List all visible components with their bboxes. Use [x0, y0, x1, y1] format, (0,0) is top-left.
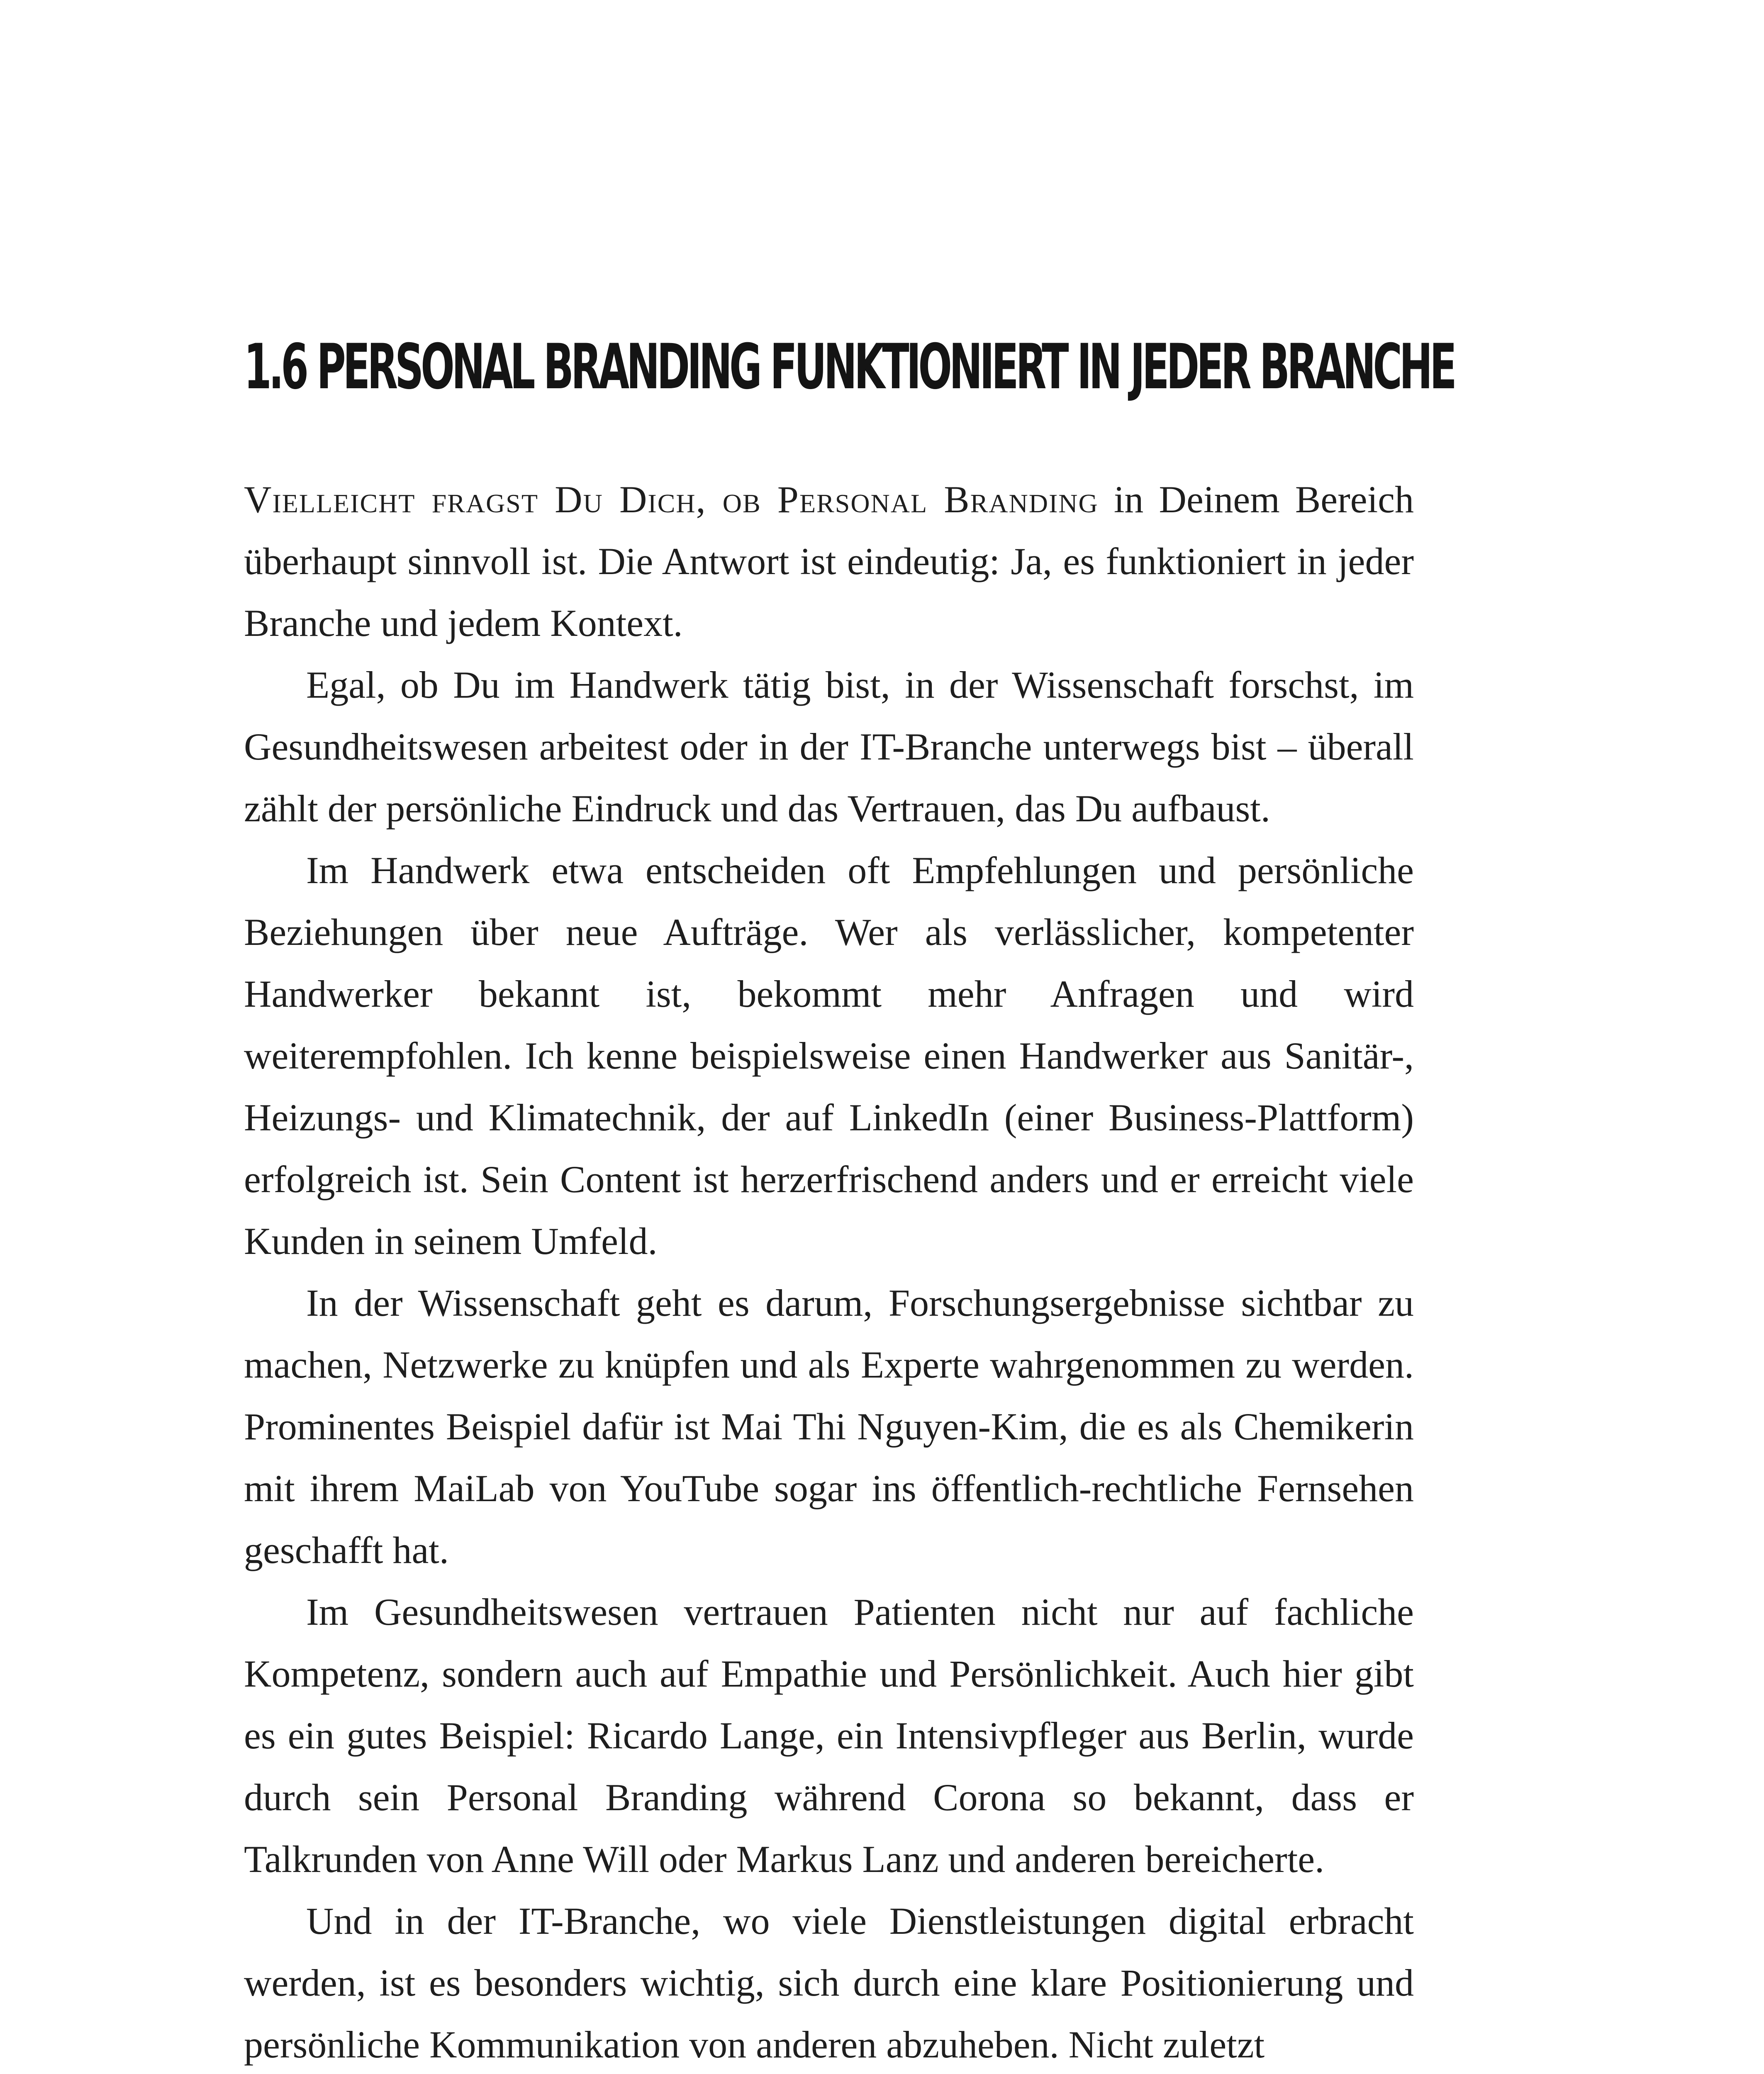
lead-in-small-caps: Vielleicht fragst Du Dich, ob Personal Branding	[244, 478, 1099, 521]
paragraph-handwerk: Im Handwerk etwa entscheiden oft Empfehlungen und persönliche Beziehungen über neue Aufträge. Wer als verlässlicher, kompetenter Handwerker bekannt ist, bekommt mehr Anfragen und wird weiterempfohlen. Ich kenne beispielsweise einen Handwerker aus Sanitär-, Heizungs- und Klimatechnik, der auf LinkedIn (einer Business-Plattform) erfolgreich ist. Sein Content ist herzerfrischend anders und er erreicht viele Kunden in seinem Umfeld.	[244, 849, 1414, 1262]
body-text	[244, 469, 1414, 2074]
paragraph-industries: Egal, ob Du im Handwerk tätig bist, in der Wissenschaft forschst, im Gesundheitswesen arbeitest oder in der IT-Branche unterwegs bist – überall zählt der persönliche Eindruck und das Vertrauen, das Du aufbaust.	[244, 664, 1414, 830]
paragraph-gesundheitswesen: Im Gesundheitswesen vertrauen Patienten nicht nur auf fachliche Kompetenz, sondern auch auf Empathie und Persönlichkeit. Auch hier gibt es ein gutes Beispiel: Ricardo Lange, ein Intensivpfleger aus Berlin, wurde durch sein Personal Branding während Corona so bekannt, dass er Talkrunden von Anne Will oder Markus Lanz und anderen bereicherte.	[244, 1591, 1414, 1880]
paragraph-it-branche: Und in der IT-Branche, wo viele Dienstleistungen digital erbracht werden, ist es besonders wichtig, sich durch eine klare Positionierung und persönliche Kommunikation von anderen abzuheben. Nicht zuletzt	[244, 1900, 1414, 2066]
section-heading: 1.6 PERSONAL BRANDING FUNKTIONIERT IN JEDER BRANCHE	[244, 331, 1454, 403]
paragraph-wissenschaft: In der Wissenschaft geht es darum, Forschungsergebnisse sichtbar zu machen, Netzwerke zu knüpfen und als Experte wahrgenommen zu werden. Prominentes Beispiel dafür ist Mai Thi Nguyen-Kim, die es als Chemikerin mit ihrem MaiLab von YouTube sogar ins öffentlich-rechtliche Fernsehen geschafft hat.	[244, 1282, 1414, 1571]
paragraph-intro-rest: in Deinem Bereich überhaupt sinnvoll ist. Die Antwort ist eindeutig: Ja, es funktioniert in jeder Branche und jedem Kontext.	[244, 478, 1414, 644]
paragraph-intro	[244, 469, 1414, 654]
